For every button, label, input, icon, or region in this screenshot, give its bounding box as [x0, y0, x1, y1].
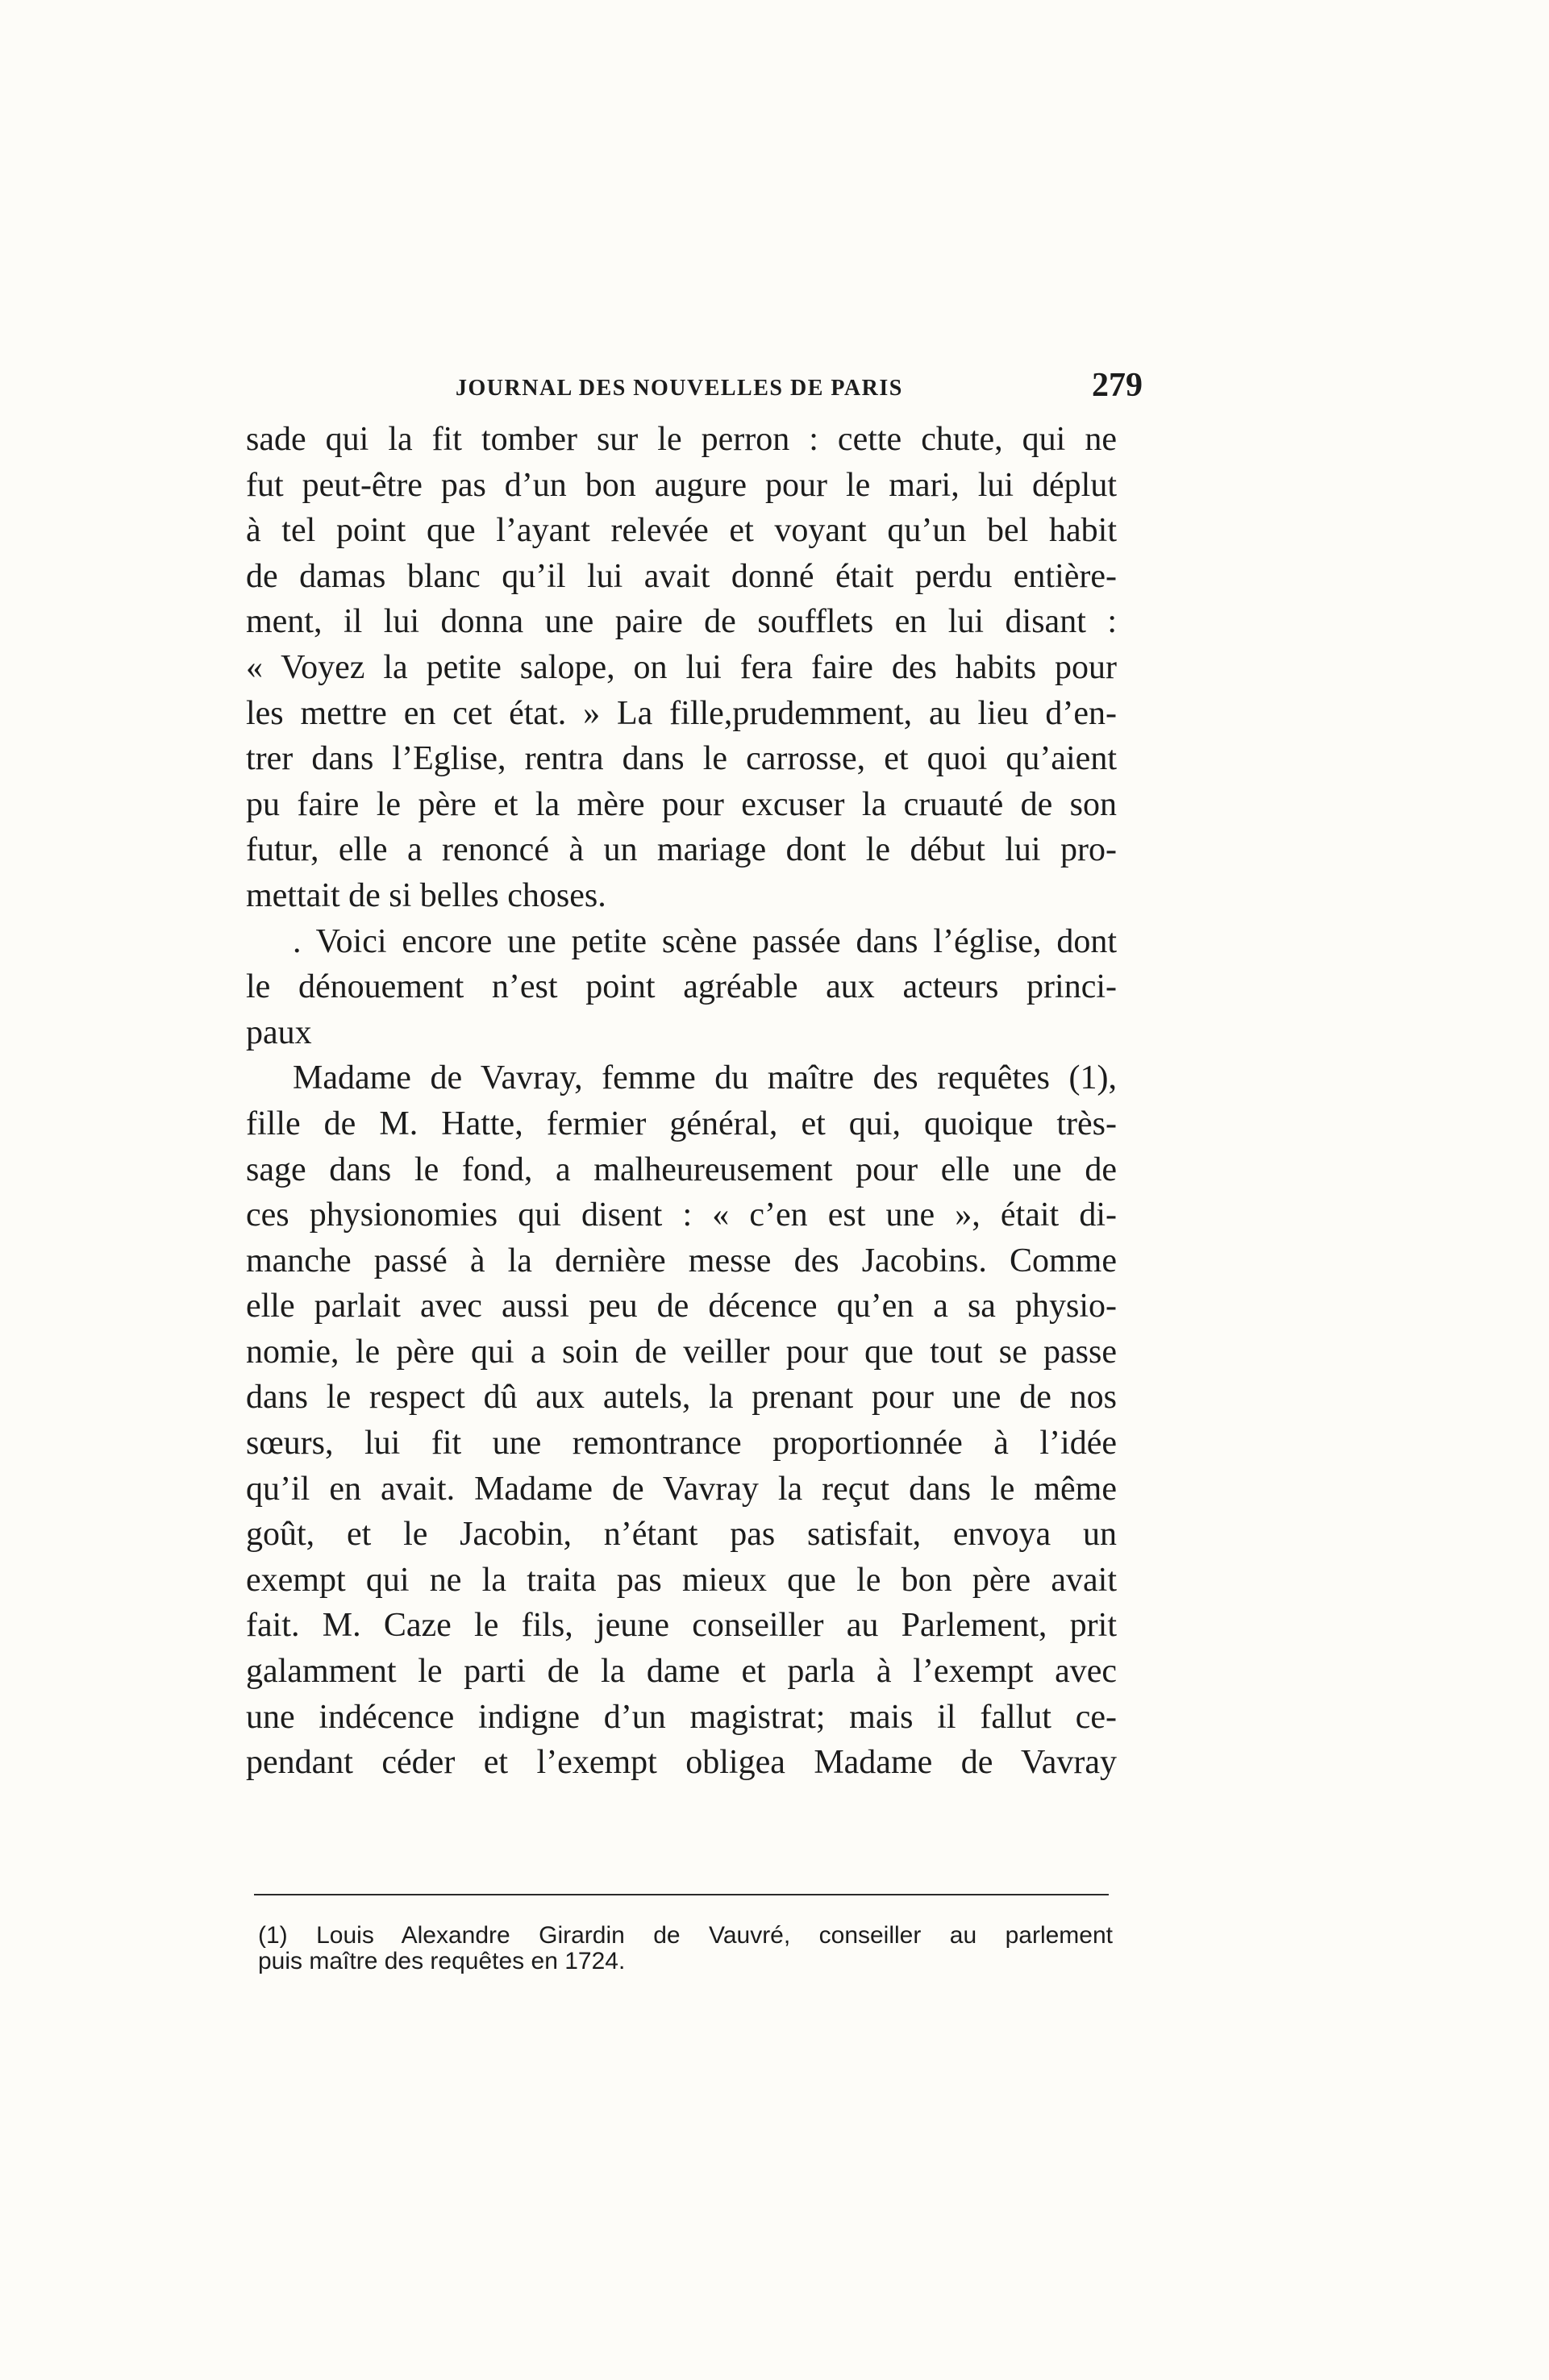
text-line: manche passé à la dernière messe des Jacobins. Comme [246, 1242, 1117, 1279]
text-line: galamment le parti de la dame et parla à l’exempt avec [246, 1653, 1117, 1691]
text-line: fille de M. Hatte, fermier général, et qui, quoique très- [246, 1105, 1117, 1142]
text-line: Madame de Vavray, femme du maître des requêtes (1), [293, 1059, 1117, 1097]
text-line: mettait de si belles choses. [246, 876, 606, 914]
text-line: pu faire le père et la mère pour excuser la cruauté de son [246, 785, 1117, 823]
text-line: une indécence indigne d’un magistrat; mais il fallut ce- [246, 1698, 1117, 1736]
text-line: sœurs, lui fit une remontrance proportionnée à l’idée [246, 1425, 1117, 1463]
text-line: qu’il en avait. Madame de Vavray la reçut dans le même [246, 1470, 1117, 1508]
footnote-line: puis maître des requêtes en 1724. [258, 1948, 626, 1974]
text-line: fut peut-être pas d’un bon augure pour le mari, lui déplut [246, 466, 1117, 504]
footnote-rule [254, 1894, 1109, 1895]
text-line: trer dans l’Eglise, rentra dans le carrosse, et quoi qu’aient [246, 740, 1117, 778]
text-line: « Voyez la petite salope, on lui fera faire des habits pour [246, 648, 1117, 686]
page-number: 279 [1092, 367, 1143, 404]
text-line: goût, et le Jacobin, n’étant pas satisfait, envoya un [246, 1516, 1117, 1554]
text-line: . Voici encore une petite scène passée dans l’église, dont [293, 922, 1117, 960]
text-line: à tel point que l’ayant relevée et voyant qu’un bel habit [246, 512, 1117, 550]
running-head [456, 364, 1143, 413]
text-line: dans le respect dû aux autels, la prenant pour une de nos [246, 1379, 1117, 1417]
text-line: sage dans le fond, a malheureusement pour elle une de [246, 1150, 1117, 1188]
text-line: pendant céder et l’exempt obligea Madame de Vavray [246, 1744, 1117, 1782]
text-line: elle parlait avec aussi peu de décence qu’en a sa physio- [246, 1288, 1117, 1325]
text-line: sade qui la fit tomber sur le perron : cette chute, qui ne [246, 421, 1117, 458]
text-line: ment, il lui donna une paire de soufflets en lui disant : [246, 603, 1117, 641]
text-line: exempt qui ne la traita pas mieux que le bon père avait [246, 1561, 1117, 1599]
text-line: de damas blanc qu’il lui avait donné était perdu entière- [246, 557, 1117, 595]
text-line: nomie, le père qui a soin de veiller pour que tout se passe [246, 1333, 1117, 1371]
text-line: les mettre en cet état. » La fille,prudemment, au lieu d’en- [246, 694, 1117, 732]
body-text [246, 417, 1117, 1786]
text-line: fait. M. Caze le fils, jeune conseiller au Parlement, prit [246, 1607, 1117, 1645]
running-title: JOURNAL DES NOUVELLES DE PARIS [456, 376, 903, 401]
text-line: ces physionomies qui disent : « c’en est une », était di- [246, 1196, 1117, 1234]
text-line: futur, elle a renoncé à un mariage dont le début lui pro- [246, 831, 1117, 869]
footnote-line: (1) Louis Alexandre Girardin de Vauvré, conseiller au parlement [258, 1922, 1113, 1949]
footnote [258, 1923, 1113, 1974]
text-line: le dénouement n’est point agréable aux acteurs princi- [246, 968, 1117, 1006]
text-line: paux [246, 1013, 312, 1051]
